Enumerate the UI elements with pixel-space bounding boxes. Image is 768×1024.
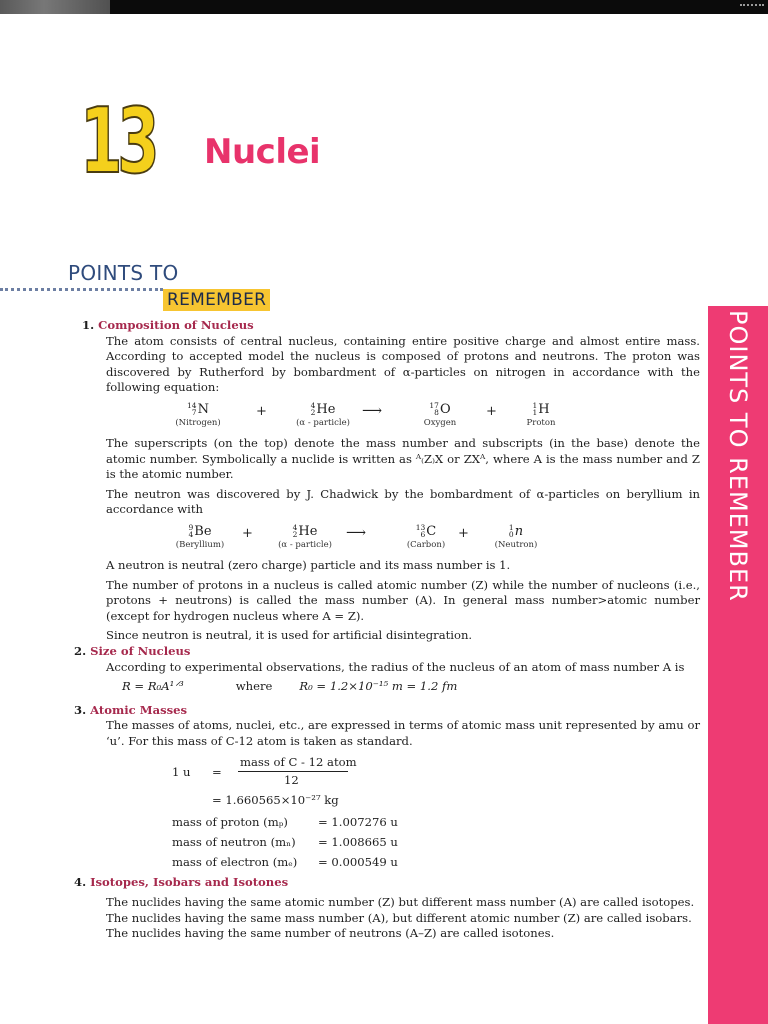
fraction-bar [238,771,348,772]
amu-value: = 1.660565×10⁻²⁷ kg [212,793,339,808]
nuclear-radius-formula: R = R₀A¹ᐟ³ where R₀ = 1.2×10⁻¹⁵ m = 1.2 fm [122,679,458,694]
proton-discovery-equation: 14 7N (Nitrogen) + 4 2He (α - particle) ⟶ 17 8O Oxygen + 1 1H Proton [106,402,700,436]
main-content [74,318,700,942]
section-4-paragraph-1: The nuclides having the same atomic number (Z) but different mass number (A) are called isotopes. [106,895,695,910]
alpha-particle-label-2: (α - particle) [278,539,332,550]
section-2-paragraph-1: According to experimental observations, the radius of the nucleus of an atom of mass number A is [106,659,685,674]
section-heading-line2: REMEMBER [163,289,270,311]
nitrogen-label: (Nitrogen) [175,417,221,428]
section-4-paragraph-3: The nuclides having the same number of neutrons (A–Z) are called isotones. [106,926,555,941]
dotted-divider [0,288,163,291]
neutron-discovery-equation: 9 4Be (Beryllium) + 4 2He (α - particle) ⟶ 13 6C (Carbon) + 1 0n (Neutron) [106,524,700,558]
alpha-particle-label: (α - particle) [296,417,350,428]
chapter-number: 13 [80,89,155,194]
neutron-mass-label: mass of neutron (mₙ) [172,835,296,850]
section-1-paragraph-2: The superscripts (on the top) denote the mass number and subscripts (in the base) denote the atomic number. Symbolically a nuclide is written as ᴬ₍Z₎X or ZXᴬ, where A is the mass number and Z is the atomic number. [106,435,700,482]
electron-mass-value: = 0.000549 u [318,855,398,870]
section-1-heading: 1. Composition of Nucleus [82,318,254,332]
chapter-title: Nuclei [204,132,321,172]
proton-mass-label: mass of proton (mₚ) [172,815,288,830]
section-1-paragraph-5: The number of protons in a nucleus is called atomic number (Z) while the number of nucleons (i.e., protons + neutrons) is called the mass number (A). In general mass number>atomic number (except for hydrogen nucleus where A = Z). [106,577,700,623]
top-bar-dots [740,4,764,12]
section-1-paragraph-4: A neutron is neutral (zero charge) particle and its mass number is 1. [106,557,511,572]
neutron-label: (Neutron) [494,539,538,550]
section-heading-line1: POINTS TO [68,261,179,285]
electron-mass-label: mass of electron (mₑ) [172,855,298,870]
section-1-paragraph-3: The neutron was discovered by J. Chadwick by the bombardment of α-particles on beryllium in accordance with [106,486,700,517]
section-4-heading: 4. Isotopes, Isobars and Isotones [74,875,289,890]
section-1-paragraph-6: Since neutron is neutral, it is used for artificial disintegration. [106,628,473,643]
top-bar [0,0,768,14]
amu-numerator: mass of C - 12 atom [240,755,357,770]
proton-label: Proton [526,417,556,428]
side-band-label: POINTS TO REMEMBER [724,310,752,602]
section-2-heading: 2. Size of Nucleus [74,643,191,658]
top-bar-decoration [0,0,110,14]
section-3-heading: 3. Atomic Masses [74,702,188,717]
neutron-mass-value: = 1.008665 u [318,835,398,850]
proton-mass-value: = 1.007276 u [318,815,398,830]
section-1-paragraph-1: The atom consists of central nucleus, containing entire positive charge and almost entire mass. According to accepted model the nucleus is composed of protons and neutrons. The proton was discovered by Rutherford by bombardment of α-particles on nitrogen in accordance with the following equation: [106,333,700,395]
amu-denominator: 12 [284,773,299,788]
amu-symbol: 1 u [172,765,191,780]
section-4-paragraph-2: The nuclides having the same mass number (A), but different atomic number (Z) are called isobars. [106,910,692,925]
oxygen-label: Oxygen [423,417,457,428]
section-3-paragraph-1: The masses of atoms, nuclei, etc., are expressed in terms of atomic mass unit represented by amu or ‘u’. For this mass of C-12 atom is taken as standard. [106,718,700,748]
atomic-mass-unit-block: 1 u = mass of C - 12 atom 12 = 1.660565×10⁻²⁷ kg mass of proton (mₚ) = 1.007276 u mass of neutron (mₙ) = 1.008665 u mass of electron (mₑ) = 0.000549 u [172,755,398,870]
beryllium-label: (Beryllium) [175,539,225,550]
carbon-label: (Carbon) [406,539,446,550]
